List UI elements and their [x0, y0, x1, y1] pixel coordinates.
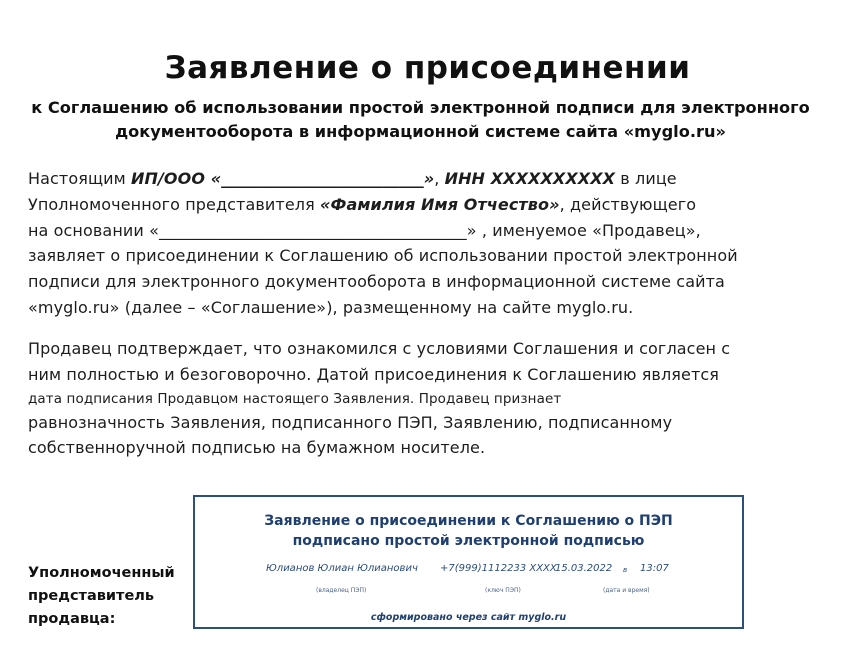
stamp-title-line-2: подписано простой электронной подписью	[292, 533, 645, 549]
p1-text: в лице	[615, 169, 677, 188]
representative-name-placeholder: «Фамилия Имя Отчество»	[320, 194, 560, 214]
stamp-title-line-1: Заявление о присоединении к Соглашению о ПЭП	[264, 513, 673, 529]
subtitle-line-1: к Соглашению об использовании простой электронной подписи для электронного	[31, 98, 810, 117]
stamp-key-caption: (ключ ПЭП)	[485, 587, 521, 594]
p1-text: Уполномоченного представителя	[28, 194, 320, 214]
stamp-datetime-caption: (дата и время)	[603, 587, 650, 594]
p1-text: Настоящим	[28, 169, 131, 188]
stamp-at: в	[623, 566, 628, 574]
representative-label-line-1: Уполномоченный	[28, 565, 175, 581]
paragraph-2	[28, 336, 828, 461]
representative-label	[28, 562, 175, 631]
stamp-owner: Юлианов Юлиан Юлианович	[266, 563, 418, 574]
inn-placeholder: ИНН XXXXXXXXXX	[444, 169, 616, 188]
signature-stamp	[193, 495, 744, 629]
paragraph-2-line-5: собственноручной подписью на бумажном носителе.	[28, 438, 486, 458]
stamp-title	[195, 511, 742, 551]
paragraph-1-line-6: «myglo.ru» (далее – «Соглашение»), размещенному на сайте myglo.ru.	[28, 297, 634, 317]
p1-text: ,	[434, 169, 445, 188]
paragraph-2-line-4: равнозначность Заявления, подписанного ПЭП, Заявлению, подписанному	[28, 412, 673, 432]
paragraph-1-line-4: заявляет о присоединении к Соглашению об использовании простой электронной	[28, 246, 738, 266]
paragraph-1-line-3: на основании «______________________________________» , именуемое «Продавец»,	[28, 220, 701, 240]
stamp-footer: сформировано через сайт myglo.ru	[370, 612, 567, 623]
representative-label-line-3: продавца:	[28, 611, 116, 627]
stamp-time: 13:07	[640, 563, 669, 574]
representative-label-line-2: представитель	[28, 588, 155, 604]
subtitle-line-2: документооборота в информационной системе сайта «myglo.ru»	[115, 122, 726, 141]
document-subtitle	[0, 96, 841, 144]
paragraph-1-line-5: подписи для электронного документооборота в информационной системе сайта	[28, 272, 725, 292]
paragraph-1	[28, 166, 828, 321]
organization-placeholder: ИП/ООО «_________________________»	[131, 169, 435, 188]
paragraph-1-line-1	[28, 166, 828, 192]
paragraph-2-line-1: Продавец подтверждает, что ознакомился с условиями Соглашения и согласен с	[28, 339, 731, 358]
paragraph-1-line-2	[28, 192, 828, 218]
stamp-date: 15.03.2022	[555, 563, 613, 574]
p1-text: , действующего	[559, 194, 697, 214]
stamp-key: +7(999)1112233 XXXX	[440, 563, 557, 574]
paragraph-2-line-2: ним полностью и безоговорочно. Датой присоединения к Соглашению является	[28, 364, 719, 384]
stamp-owner-caption: (владелец ПЭП)	[316, 587, 367, 594]
paragraph-2-line-3: дата подписания Продавцом настоящего Заявления. Продавец признает	[28, 390, 562, 407]
document-title: Заявление о присоединении	[164, 50, 691, 86]
